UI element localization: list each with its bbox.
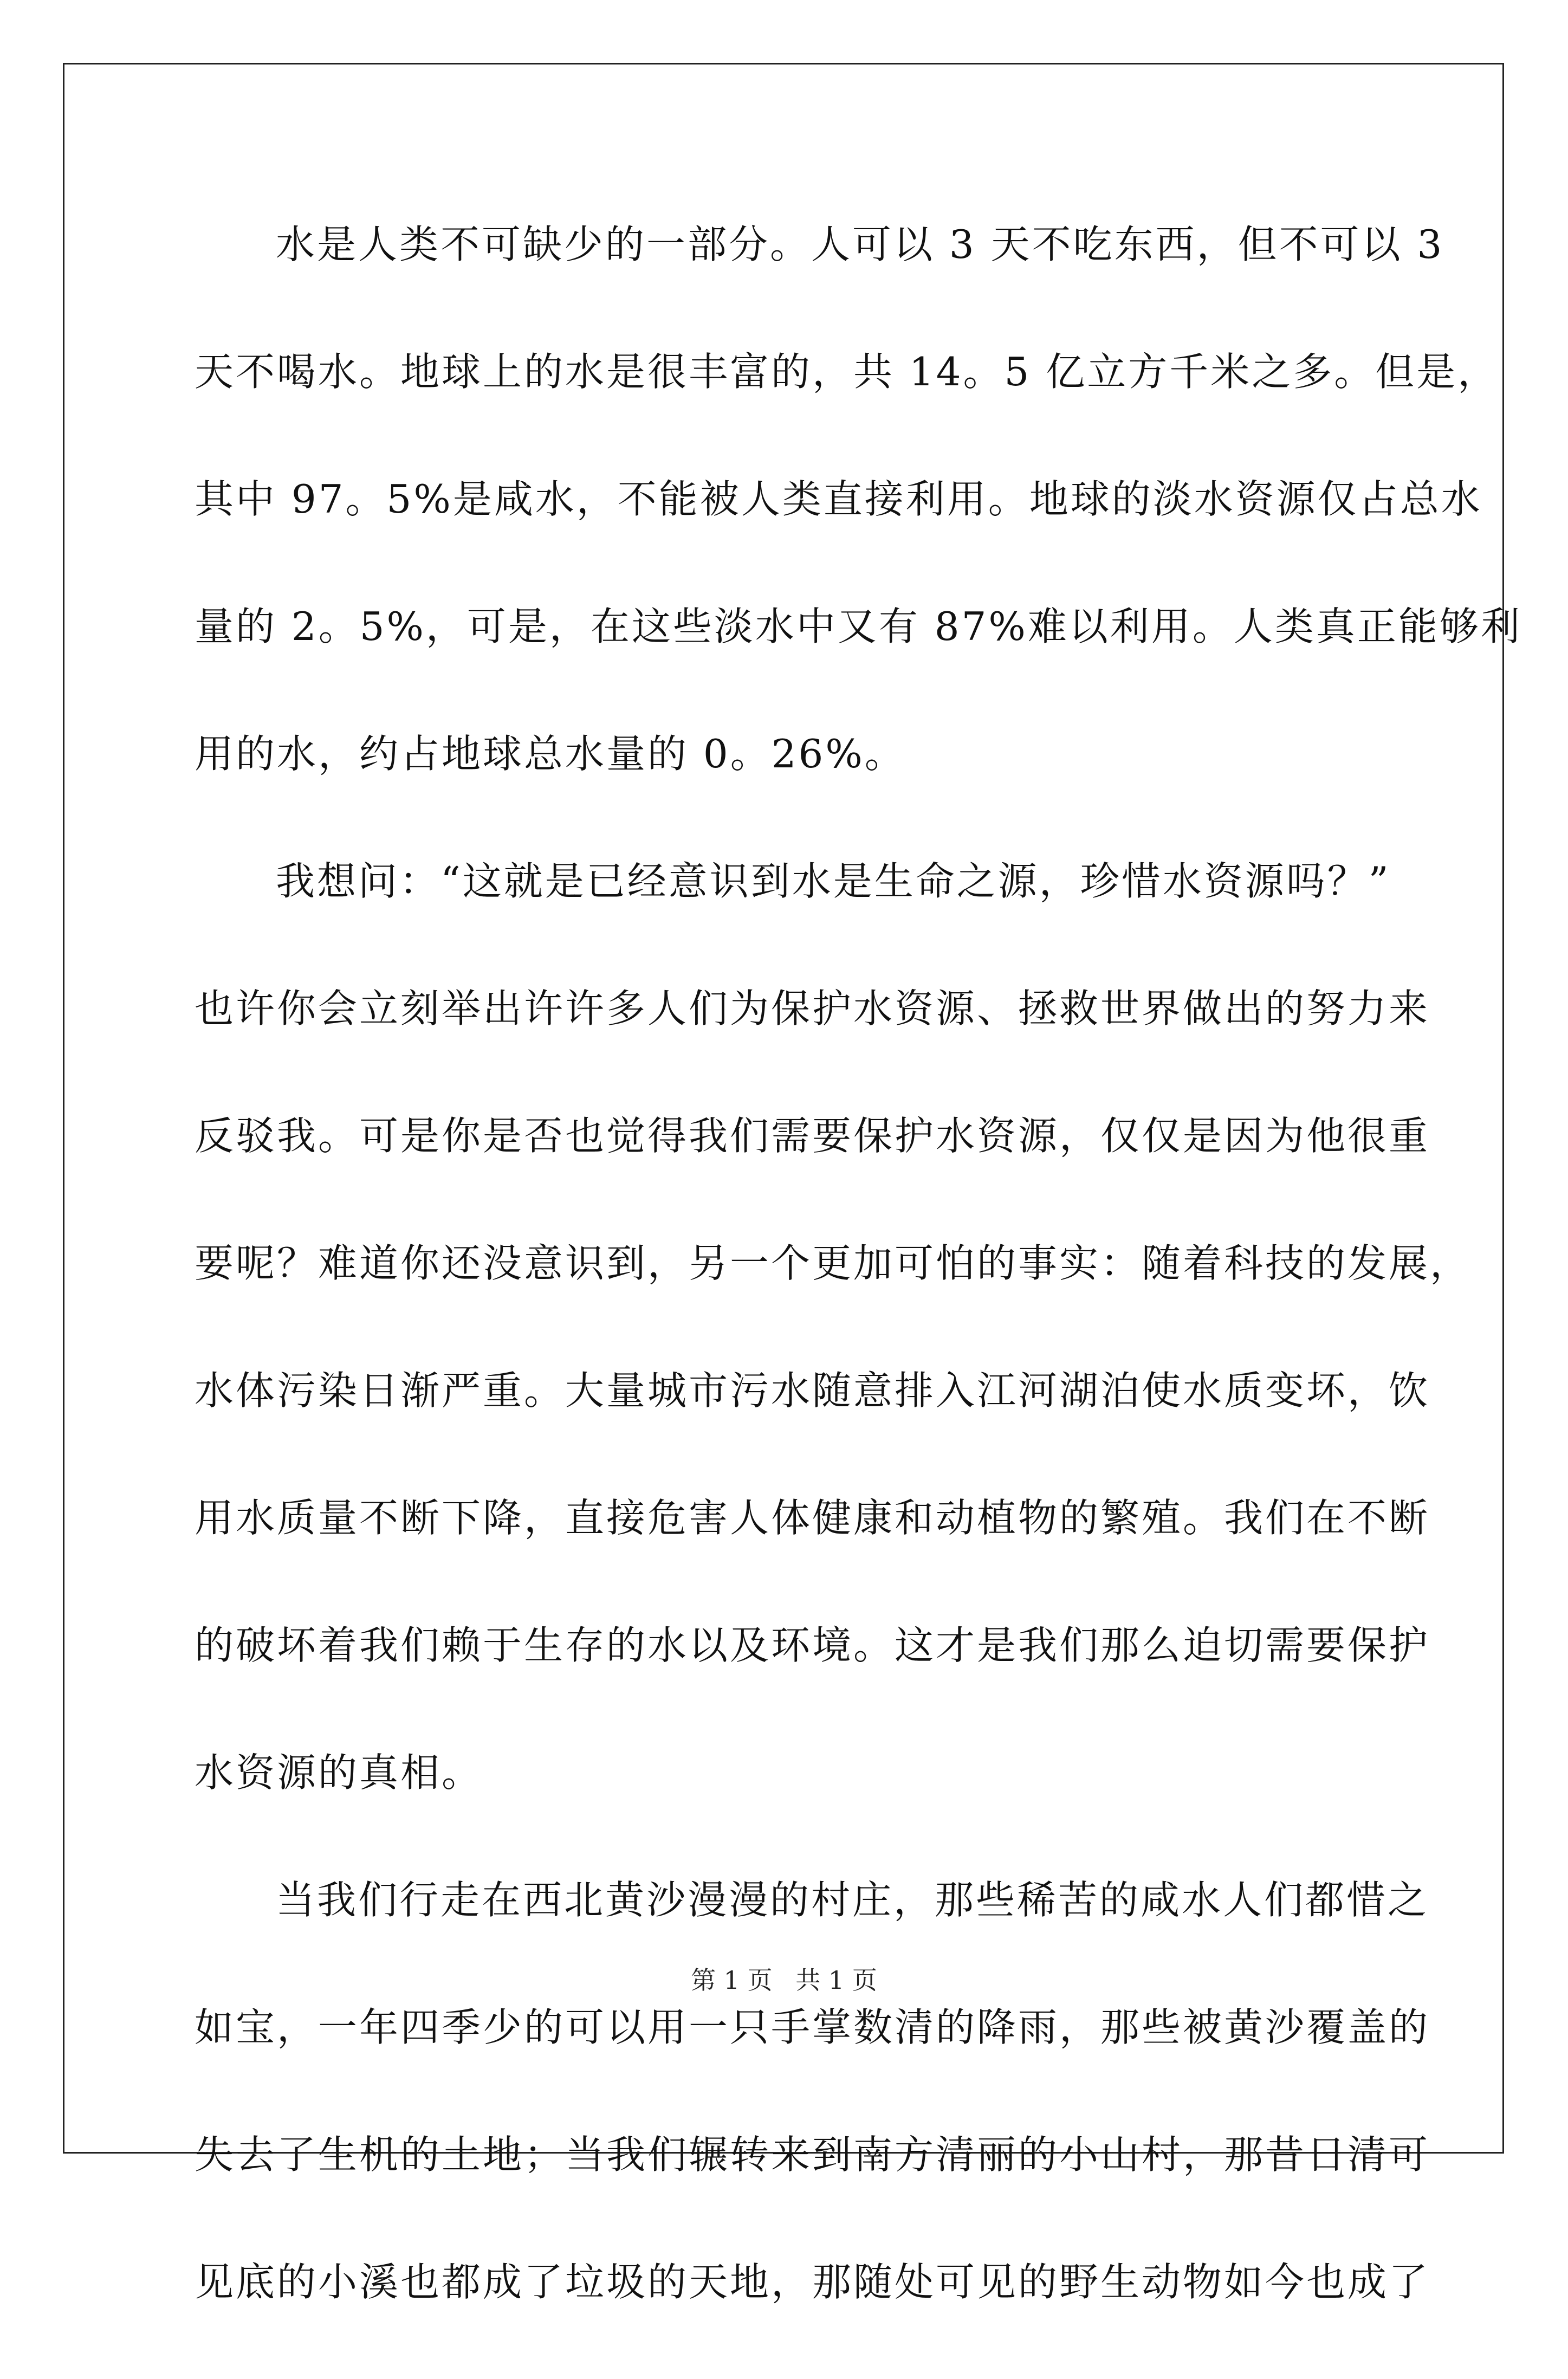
text-line: 失去了生机的土地；当我们辗转来到南方清丽的小山村，那昔日清可 <box>195 2132 1430 2177</box>
text-line: 用水质量不断下降，直接危害人体健康和动植物的繁殖。我们在不断 <box>195 1495 1430 1541</box>
text-line: 水是人类不可缺少的一部分。人可以 3 天不吃东西，但不可以 3 <box>276 222 1444 267</box>
text-line: 天不喝水。地球上的水是很丰富的，共 14。5 亿立方千米之多。但是， <box>195 349 1499 395</box>
text-line: 反驳我。可是你是否也觉得我们需要保护水资源，仅仅是因为他很重 <box>195 1113 1430 1159</box>
text-line: 量的 2。5%，可是，在这些淡水中又有 87%难以利用。人类真正能够利 <box>195 604 1522 649</box>
page-number: 第 1 页 <box>691 1966 773 1995</box>
text-line: 见底的小溪也都成了垃圾的天地，那随处可见的野生动物如今也成了 <box>195 2259 1430 2305</box>
text-line: 水资源的真相。 <box>195 1750 483 1795</box>
text-line: 用的水，约占地球总水量的 0。26%。 <box>195 731 906 777</box>
text-line: 如宝，一年四季少的可以用一只手掌数清的降雨，那些被黄沙覆盖的 <box>195 2005 1430 2050</box>
text-line: 水体污染日渐严重。大量城市污水随意排入江河湖泊使水质变坏，饮 <box>195 1368 1430 1413</box>
text-line: 的破坏着我们赖于生存的水以及环境。这才是我们那么迫切需要保护 <box>195 1622 1430 1668</box>
page-total: 共 1 页 <box>795 1966 877 1995</box>
page-footer <box>0 1961 1568 1996</box>
text-line: 其中 97。5%是咸水，不能被人类直接利用。地球的淡水资源仅占总水 <box>195 476 1482 522</box>
document-body <box>195 214 1522 2379</box>
text-line: 也许你会立刻举出许许多人们为保护水资源、拯救世界做出的努力来 <box>195 986 1430 1031</box>
text-line: 当我们行走在西北黄沙漫漫的村庄，那些稀苦的咸水人们都惜之 <box>276 1877 1429 1923</box>
text-line: 要呢？难道你还没意识到，另一个更加可怕的事实：随着科技的发展， <box>195 1240 1472 1286</box>
text-line: 我想问：“这就是已经意识到水是生命之源，珍惜水资源吗？” <box>276 858 1391 904</box>
